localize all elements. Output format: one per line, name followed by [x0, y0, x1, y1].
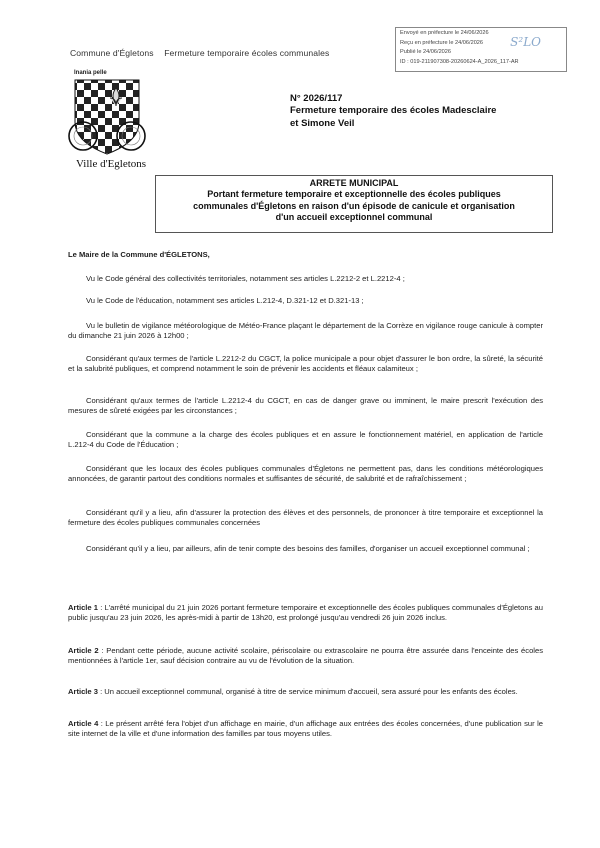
- article-2: [68, 646, 543, 667]
- logo-city-name: Ville d'Egletons: [76, 158, 147, 170]
- article-1-text: : L'arrêté municipal du 21 juin 2026 portant fermeture temporaire et exceptionnelle des écoles publiques communales d'Égletons au public jusqu'au 23 juin 2026, les après-midi à partir de 13h20, est prolongé jusqu'au vendredi 26 juin 2026 inclus.: [68, 603, 544, 623]
- visa-1: Vu le Code général des collectivités territoriales, notamment ses articles L.2212-2 et L.2212-4 ;: [86, 274, 405, 283]
- considerant-3: Considérant que la commune a la charge des écoles publiques et en assure le fonctionnement matériel, en application de l'article L.212-4 du Code de l'Éducation ;: [68, 430, 543, 450]
- stamp-published: Publié le 24/06/2026: [400, 49, 452, 56]
- header-subject: Fermeture temporaire écoles communales: [164, 48, 330, 58]
- decree-title-box: [155, 175, 553, 233]
- decree-title: ARRETE MUNICIPAL: [309, 178, 399, 188]
- logo-motto: Inania pelle: [74, 70, 107, 76]
- stamp-id: ID : 019-211907308-20260624-A_2026_117-AR: [400, 58, 519, 65]
- article-1: [68, 603, 543, 624]
- document-header: [70, 48, 337, 58]
- header-commune: Commune d'Égletons: [70, 48, 154, 58]
- decree-reference: [290, 93, 496, 130]
- decree-subject-line1: Fermeture temporaire des écoles Madesclaire: [290, 105, 497, 117]
- considerant-1: Considérant qu'aux termes de l'article L.2212-2 du CGCT, la police municipale a pour objet d'assurer le bon ordre, la sûreté, la sécurité et la salubrité publiques, et comprend notamment le soin de prévenir les accidents et fléaux calamiteux ;: [68, 354, 543, 374]
- considerant-2: Considérant qu'aux termes de l'article L.2212-4 du CGCT, en cas de danger grave ou imminent, le maire prescrit l'exécution des mesures de sûreté exigées par les circonstances ;: [68, 396, 543, 416]
- article-2-label: Article 2: [68, 646, 99, 655]
- visa-2: Vu le Code de l'éducation, notamment ses articles L.212-4, D.321-12 et D.321-13 ;: [86, 296, 364, 305]
- decree-title-line1: Portant fermeture temporaire et exceptionnelle des écoles publiques: [207, 189, 501, 200]
- article-2-text: : Pendant cette période, aucune activité scolaire, périscolaire ou extrascolaire ne pourra être assurée dans l'enceinte des écoles mentionnées à l'article 1er, sauf décision contraire au vu de l'évolution de la situation.: [68, 646, 544, 666]
- article-4-label: Article 4: [68, 719, 99, 728]
- decree-subject-line2: et Simone Veil: [290, 117, 355, 129]
- article-4: [68, 719, 543, 740]
- city-logo: [63, 70, 153, 163]
- stamp-sent: Envoyé en préfecture le 24/06/2026: [400, 30, 489, 36]
- article-4-text: : Le présent arrêté fera l'objet d'un affichage en mairie, d'un affichage aux entrées des écoles concernées, d'une publication sur le site internet de la ville et d'une information des familles par tous moyens utiles.: [68, 719, 543, 739]
- coat-of-arms-icon: [63, 76, 151, 158]
- stamp-slo-tag: S²LO: [510, 35, 541, 49]
- considerant-4: Considérant que les locaux des écoles publiques communales d'Égletons ne permettent pas, dans les conditions météorologiques annoncées, de garantir partout des conditions normales et suffisantes de sécurité, de salubrité et de rafraîchissement ;: [68, 464, 543, 484]
- article-3: [68, 687, 543, 697]
- decree-title-line3: d'un accueil exceptionnel communal: [275, 211, 433, 222]
- stamp-received: Reçu en préfecture le 24/06/2026: [400, 39, 484, 46]
- decree-title-line2: communales d'Égletons en raison d'un épisode de canicule et organisation: [193, 200, 515, 211]
- prefecture-stamp: [395, 27, 567, 72]
- article-3-label: Article 3: [68, 687, 98, 696]
- visa-3: Vu le bulletin de vigilance météorologique de Météo-France plaçant le département de la Corrèze en vigilance rouge canicule à compter du dimanche 21 juin 2026 à 12h00 ;: [68, 321, 543, 341]
- considerant-6: Considérant qu'il y a lieu, par ailleurs, afin de tenir compte des besoins des familles, d'organiser un accueil exceptionnel communal ;: [86, 544, 530, 553]
- article-1-label: Article 1: [68, 603, 99, 612]
- mayor-heading: Le Maire de la Commune d'ÉGLETONS,: [68, 250, 210, 259]
- article-3-text: : Un accueil exceptionnel communal, organisé à titre de service minimum d'accueil, sera assuré pour les enfants des écoles.: [97, 687, 518, 696]
- decree-number: N° 2026/117: [290, 93, 343, 104]
- considerant-5: Considérant qu'il y a lieu, afin d'assurer la protection des élèves et des personnels, de prononcer à titre temporaire et exceptionnel la fermeture des écoles publiques communales concernées: [68, 508, 543, 528]
